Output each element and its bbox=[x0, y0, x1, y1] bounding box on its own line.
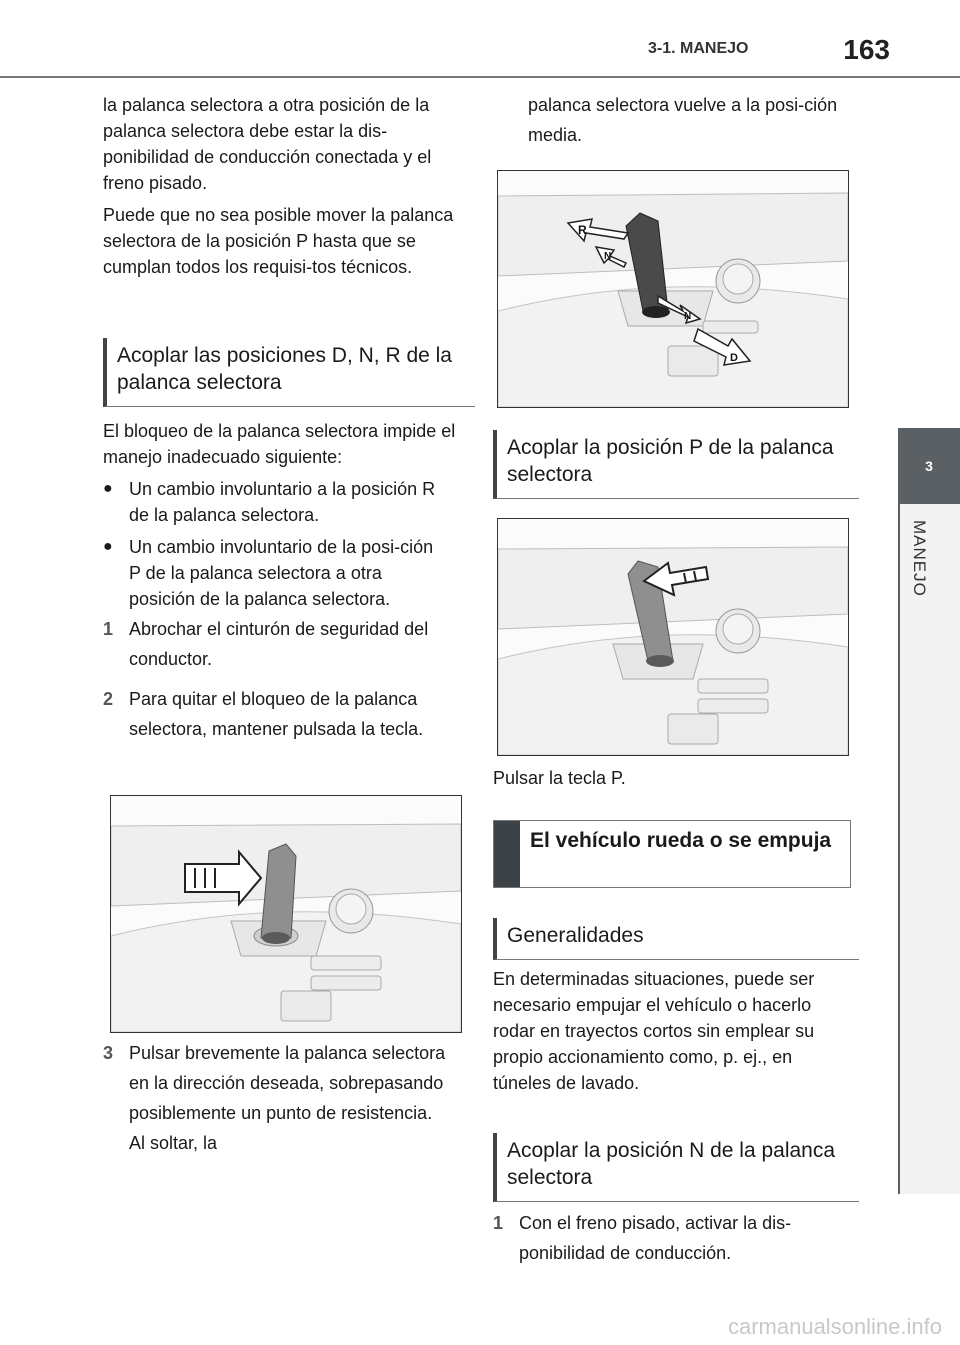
figure-park-button bbox=[497, 518, 849, 756]
heading-bar bbox=[494, 821, 520, 887]
list-item: ● Un cambio involuntario a la posición R de la palanca selectora. bbox=[103, 476, 465, 528]
bullet-list bbox=[103, 476, 465, 612]
label-r: R bbox=[578, 223, 587, 237]
console-illustration bbox=[498, 519, 848, 755]
console-illustration bbox=[111, 796, 461, 1032]
section-title: 3-1. MANEJO bbox=[648, 40, 749, 57]
chapter-heading-rolling: El vehículo rueda o se empuja bbox=[493, 820, 851, 888]
continued-paragraph: palanca selectora vuelve a la posi-ción media. bbox=[528, 95, 838, 145]
step-3: 3 Pulsar brevemente la palanca selectora en la dirección deseada, sobrepasando posiblemente un punto de resistencia. Al soltar, la bbox=[103, 1043, 446, 1153]
console-illustration bbox=[498, 171, 848, 407]
section-heading-general: Generalidades bbox=[493, 918, 859, 960]
requirements-paragraph: Puede que no sea posible mover la palanca selectora de la posición P hasta que se cumplan todos los requisi-tos técnicos. bbox=[103, 205, 454, 277]
watermark: carmanualsonline.info bbox=[727, 1314, 942, 1339]
lock-paragraph: El bloqueo de la palanca selectora impide el manejo inadecuado siguiente: bbox=[103, 421, 456, 467]
page-number: 163 bbox=[843, 34, 890, 65]
section-heading-park: Acoplar la posición P de la palanca selectora bbox=[493, 430, 859, 499]
general-paragraph: En determinadas situaciones, puede ser necesario empujar el vehículo o hacerlo rodar en trayectos cortos sin emplear su propio accionamiento como, p. ej., en túneles de lavado. bbox=[493, 969, 815, 1093]
bullet-icon: ● bbox=[103, 538, 113, 555]
chapter-tab-edge bbox=[898, 428, 900, 1194]
bullet-icon: ● bbox=[103, 480, 113, 497]
figure-gear-positions bbox=[497, 170, 849, 408]
step-neutral-1: 1 Con el freno pisado, activar la dis-ponibilidad de conducción. bbox=[493, 1213, 792, 1263]
label-n-down: N bbox=[684, 311, 692, 322]
section-heading-dnr: Acoplar las posiciones D, N, R de la palanca selectora bbox=[103, 338, 475, 407]
label-n-up: N bbox=[604, 251, 612, 262]
step-2: 2 Para quitar el bloqueo de la palanca selectora, mantener pulsada la tecla. bbox=[103, 689, 424, 739]
caption-press-p: Pulsar la tecla P. bbox=[493, 768, 626, 788]
intro-paragraph: la palanca selectora a otra posición de la palanca selectora debe estar la dis-ponibilidad de conducción conectada y el freno pisado. bbox=[103, 95, 432, 193]
label-d: D bbox=[730, 352, 738, 364]
chapter-label: MANEJO bbox=[910, 520, 929, 597]
list-item: ● Un cambio involuntario de la posi-ción P de la palanca selectora a otra posición de la palanca selectora. bbox=[103, 534, 465, 612]
step-1: 1 Abrochar el cinturón de seguridad del conductor. bbox=[103, 619, 429, 669]
chapter-tab: 3 bbox=[898, 428, 960, 504]
figure-unlock-button bbox=[110, 795, 462, 1033]
section-heading-neutral: Acoplar la posición N de la palanca selectora bbox=[493, 1133, 859, 1202]
header-rule bbox=[0, 76, 960, 78]
